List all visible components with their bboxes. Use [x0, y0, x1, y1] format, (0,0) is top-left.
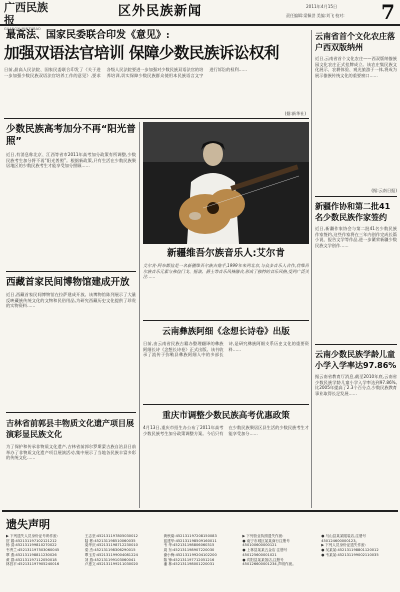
notice-item: 黄 群:452131197112050018	[6, 557, 57, 562]
notice-item: 韦 华:452131198806060315	[163, 543, 215, 548]
right-divider-1	[315, 196, 397, 197]
notice-item: 周 东:452131198907220030	[163, 548, 215, 553]
notice-item: 陆 彬:452131198510060035	[84, 538, 136, 543]
notice-item: 黄秋菊:452131197208150083	[163, 534, 217, 538]
notice-item: 蓝建华:452131198509160011	[163, 538, 217, 543]
notice-item: 覃 燕:452131198811230026	[6, 552, 57, 557]
editor-meta: 责任编辑:梁佩誉 美编:刘飞 校对:	[286, 13, 345, 18]
center-divider-2	[143, 404, 309, 405]
right-story-1-byline: (据:云南日报)	[371, 188, 397, 193]
notice-item: ▶ 下列营业执照遗失作废:	[242, 534, 284, 538]
column-rule-right	[311, 30, 312, 508]
left-story-2-title: 西藏首家民间博物馆建成开放	[6, 277, 130, 288]
notice-item: ● 马山县某某服装店,注册号450124600000123。	[321, 534, 367, 543]
notice-item: ● 吴某某:452131198801120012	[321, 548, 379, 553]
left-divider-2	[6, 412, 136, 413]
notice-item: 刘 燕:452131199103060041	[84, 557, 136, 562]
notice-item: 贺 娟:452131197102121212	[6, 538, 57, 543]
right-story-1-title: 云南省首个文化农庄落户西双版纳州	[315, 32, 395, 52]
notice-item: 林昌平:452131197905240016	[6, 562, 60, 567]
photo-caption: 新疆维吾尔族音乐人:艾尔肯	[167, 248, 285, 259]
notice-item: 韦秀兰:452131197503060045	[6, 548, 60, 553]
lead-divider	[4, 118, 309, 119]
paper-pinyin: GUANGXI MINZUBAO	[4, 27, 41, 31]
center-story-1-title: 云南彝族阿细《念想长诗卷》出版	[162, 327, 290, 337]
page-number: 7	[381, 0, 395, 24]
notices-box	[2, 510, 398, 590]
notice-item: ● 南宁市城区某某商行注册号450100600000121	[242, 538, 290, 548]
notice-item: 杨 清:452131199810270022	[6, 543, 57, 548]
musician-photo	[143, 122, 309, 244]
left-story-2-body: 近日,西藏首家民间博物馆在拉萨建成开放。该博物馆陈列展示了大量反映藏族传统文化的文物和民俗用品,为研究西藏历史文化提供了珍贵的实物资料……	[6, 292, 136, 309]
center-story-1-body: 日前,由云南省民族古籍办整理翻译的彝族阿细长诗《念想长诗卷》正式出版。该书收录了流传于弥勒县彝族阿细人中的多部长诗,是研究彝族阿细支系历史文化的重要资料……	[143, 341, 309, 358]
center-story-2-body: 4月13日,重庆市招生办公布了2011年高考少数民族考生加分政策调整方案。今后只有在少数民族聚居区县生活的少数民族考生才能享受加分……	[143, 425, 309, 436]
notice-item: 谢小梅:452131199204102200	[163, 552, 217, 557]
lead-body: 日前,最高人民法院、国家民委联合印发了《关于进一步加强少数民族双语法官培养工作的意见》,要求各级人民法院要进一步加强对少数民族双语法官的培养培训,切实保障少数民族群众使用本民族语言文字进行诉讼的权利……	[4, 67, 248, 78]
lead-headline: 加强双语法官培训 保障少数民族诉讼权利	[4, 44, 279, 62]
notice-item: 潘 林:452131198001220031	[163, 562, 215, 567]
notice-item: ▶ 下列遗失人员身份证号码作废:	[6, 534, 58, 538]
notice-item: ● 上林县某某五金店 注册号450125600001021	[242, 548, 288, 557]
right-story-2-title: 新疆作协和第二批41名少数民族作家签约	[315, 202, 391, 222]
center-story-2-title: 重庆市调整少数民族高考优惠政策	[162, 411, 290, 421]
notices-title: 遗失声明	[6, 518, 50, 531]
notice-item: ● 韦某某:452131199002110035	[321, 552, 379, 557]
notice-item: 陈 锋:452131197712051216	[163, 557, 215, 562]
guitar-player-image	[143, 122, 309, 244]
right-divider-2	[315, 344, 397, 345]
notice-item: ▶ 下列人员身份证遗失作废:	[321, 543, 366, 548]
paper-logo	[4, 1, 54, 31]
section-title: 区外民族新闻	[118, 4, 203, 19]
notice-item: 卢惠文:452131199211030020	[84, 562, 138, 567]
notice-item: 莫华庆:452131198712230010	[84, 543, 138, 548]
lead-kicker: 最高法、国家民委联合印发《意见》:	[6, 30, 170, 41]
paper-name: 广西民族报	[4, 1, 48, 27]
issue-date: 2011年4月15日	[306, 4, 338, 9]
left-story-3-body: 为了保护和传承非物质文化遗产,吉林省前郭尔罗斯蒙古族自治县日前举办了非物质文化遗产项目展演活动,集中展示了当地各民族丰富多彩的传统文化……	[6, 444, 136, 461]
right-story-1-body: 近日,云南省首个文化农庄——西双版纳傣族园文化农庄正式挂牌成立。该农庄集民族文化展示、农耕体验、观光旅游于一体,将成为展示傣族传统文化的重要窗口……	[315, 56, 397, 78]
left-story-3-title: 吉林省前郭县丰物质文化遗产项目展演彩显民族文化	[6, 419, 134, 439]
center-divider-1	[143, 320, 309, 321]
notice-item: 梁 杰:452131198306290015	[84, 548, 136, 553]
lead-byline: (据:新华社)	[284, 111, 306, 116]
left-story-1-title: 少数民族高考加分不再“阳光普照”	[6, 124, 136, 147]
right-story-3-body: 据云南省教育厅消息,截至2010年底,云南省少数民族学龄儿童小学入学率达到97.86%,比2005年提高了2.3个百分点,少数民族教育事业取得长足发展……	[315, 374, 397, 396]
notice-item: ● 宾阳县某某饭店,注册号450126600001234,声明作废。	[242, 557, 296, 567]
right-story-2-body: 近日,新疆作家协会与第二批41名少数民族作家签约,这些作家将在三年内创作完成长篇小说、报告文学等作品,进一步繁荣新疆少数民族文学创作……	[315, 226, 397, 248]
photo-body: 艾尔肯·阿布都拉是一名新疆维吾尔族吉他手,1999年来到北京,与众多音乐人合作,将维吾尔族音乐元素与弗拉门戈、摇滚、爵士等音乐风格融合,形成了独特的音乐风格,受到广泛关注……	[143, 263, 309, 280]
notices-list	[6, 534, 396, 590]
notice-item: 王志坚:452131197805030012	[84, 534, 138, 538]
left-story-1-body: 近日,有消息称北京、江西等省市2011年高考加分政策有所调整,少数民族考生加分将不再“阳光普照”。根据新政策,只有生活在少数民族聚居地区的少数民族考生才能享受加分照顾……	[6, 152, 136, 169]
notice-item: 覃玉芳:452131199004081224	[84, 552, 138, 557]
masthead	[0, 0, 400, 31]
right-story-3-title: 云南少数民族学龄儿童小学入学率达97.86%	[315, 350, 397, 370]
column-rule-left	[139, 122, 140, 508]
left-divider-1	[6, 271, 136, 272]
